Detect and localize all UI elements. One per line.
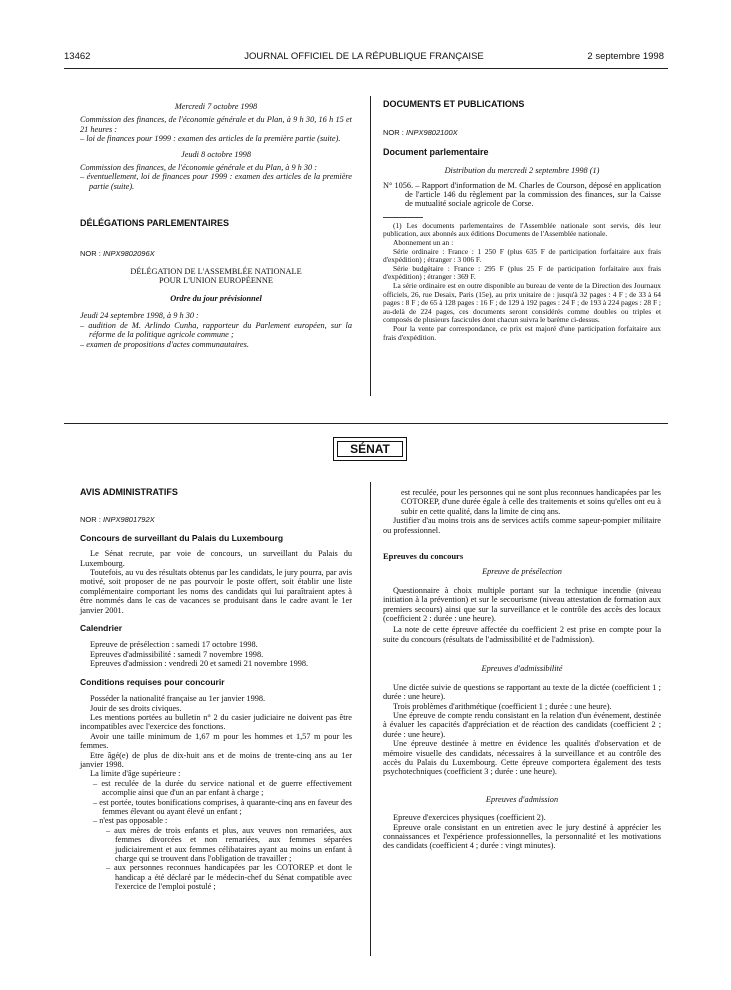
concours-p2: Toutefois, au vu des résultats obtenus par les candidats, le jury pourra, par avis motivé, soit proposer de ne pas pourvoir le poste offert, soit établir une liste complémentaire comportant les noms des candidats qui lui paraîtraient aptes à être nommés dans le cas de vacances se produisant dans le cadre avant le 1er janvier 2001. <box>80 568 352 615</box>
preselection-p2: La note de cette épreuve affectée du coefficient 2 est prise en compte pour la suite du concours (résultats de l'admissibilité et de l'admission). <box>383 625 661 644</box>
journal-title: JOURNAL OFFICIEL DE LA RÉPUBLIQUE FRANÇAISE <box>244 51 484 62</box>
column-divider-top <box>370 96 371 396</box>
preselection-heading: Epreuve de présélection <box>482 567 562 577</box>
footnotes <box>383 222 661 342</box>
avis-nor <box>80 515 352 524</box>
document-item: N° 1056. – Rapport d'information de M. Charles de Courson, déposé en application de l'article 146 du règlement par la commission des finances, sur la Caisse de mutualité sociale agricole de Corse. <box>383 180 661 209</box>
condition-10: – aux mères de trois enfants et plus, aux veuves non remariées, aux femmes divorcées et non remariées, aux femmes séparées judiciairement et aux femmes célibataires ayant au moins un enfant à charge qui se trouvent dans l'obligation de travailler ; <box>106 825 352 863</box>
bottom-left-column <box>80 488 352 892</box>
bottom-right-column <box>383 488 661 851</box>
condition-6: La limite d'âge supérieure : <box>90 769 181 779</box>
thursday-heading: Jeudi 8 octobre 1998 <box>181 149 251 159</box>
condition-9: – n'est pas opposable : <box>93 816 168 826</box>
condition-3: Les mentions portées au bulletin n° 2 du casier judiciaire ne doivent pas être incompatibles avec l'exercice des fonctions. <box>80 712 352 732</box>
delegation-name: DÉLÉGATION DE L'ASSEMBLÉE NATIONALE POUR L'UNION EUROPÉENNE <box>130 267 302 286</box>
footnote-1: (1) Les documents parlementaires de l'Assemblée nationale sont servis, dès leur publication, aux abonnés aux éditions Documents de l'Assemblée nationale. <box>383 220 661 239</box>
nor-code: INPX9802096X <box>102 248 155 258</box>
nor-label: NOR : <box>383 128 404 138</box>
concours-p1: Le Sénat recrute, par voie de concours, un surveillant du Palais du Luxembourg. <box>80 549 352 568</box>
ordre-item-1: – audition de M. Arlindo Cunha, rapporteur du Parlement européen, sur la réforme de la politique agricole commune ; <box>80 320 352 340</box>
wednesday-heading: Mercredi 7 octobre 1998 <box>174 102 258 111</box>
condition-5: Etre âgé(e) de plus de dix-huit ans et de moins de trente-cinq ans au 1er janvier 1998. <box>80 750 352 769</box>
section-rule <box>64 423 668 424</box>
header-rule <box>64 68 668 69</box>
documents-nor <box>383 128 661 137</box>
wednesday-commission: Commission des finances, de l'économie générale et du Plan, à 9 h 30, 16 h 15 et 21 heures : <box>80 115 352 134</box>
delegations-heading: DÉLÉGATIONS PARLEMENTAIRES <box>80 218 230 229</box>
document-parlementaire-heading: Document parlementaire <box>383 146 489 157</box>
pompier-requirement: Justifier d'au moins trois ans de services actifs comme sapeur-pompier militaire ou professionnel. <box>383 516 661 535</box>
nor-label: NOR : <box>80 248 101 258</box>
continued-text: est reculée, pour les personnes qui ne sont plus reconnues handicapées par les COTOREP, d'une durée égale à celle des traitements et soins qu'elles ont eu à subir en cette qualité, dans la limite de cinq ans. <box>401 488 661 516</box>
admissibilite-2: Trois problèmes d'arithmétique (coefficient 1 ; durée : une heure). <box>393 701 612 711</box>
delegations-nor <box>80 249 352 258</box>
concours-heading: Concours de surveillant du Palais du Luxembourg <box>80 532 284 543</box>
thursday-item: – éventuellement, loi de finances pour 1999 : examen des articles de la première partie (suite). <box>80 172 352 191</box>
footnote-rule <box>383 217 423 218</box>
avis-heading: AVIS ADMINISTRATIFS <box>80 487 178 497</box>
admissibilite-3: Une épreuve de compte rendu consistant en la relation d'un événement, destinée à évaluer les capacités d'appréciation et de réaction des candidats (coefficient 2 ; durée : une heure). <box>383 710 661 739</box>
senat-box <box>333 437 407 461</box>
admission-1: Epreuve d'exercices physiques (coefficient 2). <box>393 813 546 823</box>
ordre-heading: Ordre du jour prévisionnel <box>170 293 262 303</box>
condition-7: – est reculée de la durée du service national et de guerre effectivement accomplie ainsi que d'un an par enfant à charge ; <box>93 778 352 798</box>
ordre-date: Jeudi 24 septembre 1998, à 9 h 30 : <box>80 311 199 321</box>
top-right-column <box>383 100 661 342</box>
footnote-4: Série budgétaire : France : 295 F (plus 25 F de participation forfaitaire aux frais d'expédition) ; étranger : 369 F. <box>383 263 661 282</box>
distribution-line: Distribution du mercredi 2 septembre 1998 (1) <box>444 166 600 176</box>
senat-label: SÉNAT <box>337 441 403 457</box>
page-header <box>64 51 664 67</box>
footnote-3: Série ordinaire : France : 1 250 F (plus 635 F de participation forfaitaire aux frais d'expédition) ; étranger : 3 006 F. <box>383 246 661 265</box>
top-left-column <box>80 102 352 349</box>
calendrier-2: Epreuves d'admissibilité : samedi 7 novembre 1998. <box>90 649 264 659</box>
admissibilite-heading: Epreuves d'admissibilité <box>481 664 563 674</box>
admissibilite-1: Une dictée suivie de questions se rapportant au texte de la dictée (coefficient 1 ; durée : une heure). <box>383 682 661 702</box>
calendrier-heading: Calendrier <box>80 623 123 634</box>
condition-1: Posséder la nationalité française au 1er janvier 1998. <box>90 694 266 704</box>
admissibilite-4: Une épreuve destinée à mettre en évidence les qualités d'observation et de mémoire visuelle des candidats, nécessaires à la surveillance et au contrôle des accès du Palais du Luxembourg. Cette épreuve comportera également des tests psychotechniques (coefficient 3 ; durée : une heure). <box>383 739 661 777</box>
condition-11: – aux personnes reconnues handicapées par les COTOREP et dont le handicap a été déclaré par le médecin-chef du Sénat compatible avec l'exercice de l'emploi postulé ; <box>106 863 352 892</box>
epreuves-heading: Epreuves du concours <box>383 551 464 562</box>
page-number: 13462 <box>64 51 91 62</box>
issue-date: 2 septembre 1998 <box>587 51 664 62</box>
thursday-commission: Commission des finances, de l'économie générale et du Plan, à 9 h 30 : <box>80 163 318 173</box>
documents-heading: DOCUMENTS ET PUBLICATIONS <box>383 99 525 109</box>
condition-2: Jouir de ses droits civiques. <box>90 703 182 713</box>
condition-4: Avoir une taille minimum de 1,67 m pour les hommes et 1,57 m pour les femmes. <box>80 731 352 751</box>
admission-heading: Epreuves d'admission <box>485 794 559 804</box>
footnote-5: La série ordinaire est en outre disponible au bureau de vente de la Direction des Journaux officiels, 26, rue Desaix, Paris (15e), au prix unitaire de : jusqu'à 32 pages : 4 F ; de 33 à 64 pages : 8 F ; de 65 à 128 pages : 16 F ; de 129 à 192 pages : 24 F ; de 193 à 224 pages : 28 F ; au-delà de 224 pages, ces documents seront considérés comme doubles ou triples et composés de plusieurs fascicules dont chacun suivra le barème ci-dessus. <box>383 281 661 325</box>
calendrier-3: Epreuves d'admission : vendredi 20 et samedi 21 novembre 1998. <box>90 659 309 669</box>
admission-2: Epreuve orale consistant en un entretien avec le jury destiné à apprécier les connaissances et l'expérience professionnelles, la personnalité et les motivations des candidats (coefficient 4 ; durée : vingt minutes). <box>383 822 661 851</box>
column-divider-bottom <box>370 482 371 956</box>
preselection-p1: Questionnaire à choix multiple portant sur la technique incendie (niveau initiation à la prévention) et sur le secourisme (niveau attestation de formation aux premiers secours) ainsi que sur la surveillance et le contrôle des accès des locaux (coefficient 2 : durée : une heure). <box>383 585 661 624</box>
footnote-2: Abonnement un an : <box>393 238 454 248</box>
nor-label: NOR : <box>80 515 101 525</box>
nor-code: INPX9801792X <box>102 515 155 525</box>
calendrier-1: Epreuve de présélection : samedi 17 octobre 1998. <box>90 640 258 650</box>
nor-code: INPX9802100X <box>405 128 458 138</box>
wednesday-item: – loi de finances pour 1999 : examen des articles de la première partie (suite). <box>80 134 341 144</box>
conditions-heading: Conditions requises pour concourir <box>80 676 225 687</box>
ordre-item-2: – examen de propositions d'actes communautaires. <box>80 339 249 349</box>
footnote-6: Pour la vente par correspondance, ce prix est majoré d'une participation forfaitaire aux frais d'expédition. <box>383 323 661 342</box>
condition-8: – est portée, toutes bonifications comprises, à quarante-cinq ans en faveur des femmes élevant ou ayant élevé un enfant ; <box>93 797 352 816</box>
